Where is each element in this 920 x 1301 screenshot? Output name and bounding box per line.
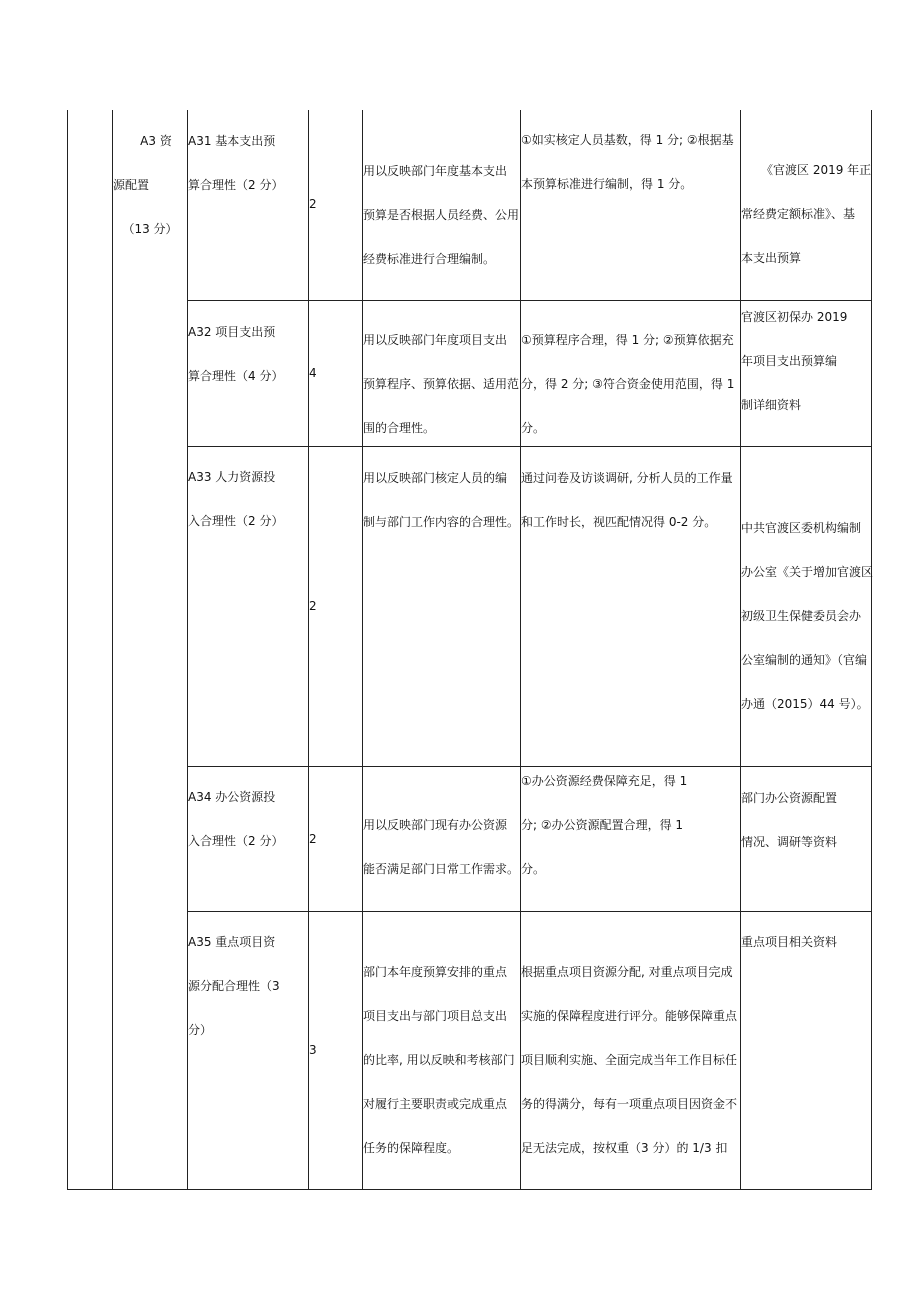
description-line: 制与部门工作内容的合理性。 xyxy=(363,515,520,529)
description-line: 的比率, 用以反映和考核部门 xyxy=(363,1053,515,1067)
criteria-line: 实施的保障程度进行评分。能够保障重点 xyxy=(521,1009,738,1023)
indicator-line: 分） xyxy=(188,1023,213,1037)
score-cell: 2 xyxy=(309,197,317,211)
score-cell: 2 xyxy=(309,599,317,613)
indicator-line: A34 办公资源投 xyxy=(188,790,276,804)
evidence-line: 年项目支出预算编 xyxy=(741,354,838,368)
indicator-line: A35 重点项目资 xyxy=(188,935,276,949)
category-line: （13 分） xyxy=(122,222,178,236)
description-line: 预算是否根据人员经费、公用 xyxy=(363,208,520,222)
description-line: 预算程序、预算依据、适用范 xyxy=(363,377,520,391)
indicator-line: A33 人力资源投 xyxy=(188,470,276,484)
evidence-line: 制详细资料 xyxy=(741,398,802,412)
indicator-line: 算合理性（4 分） xyxy=(188,369,284,383)
indicator-line: 源分配合理性（3 xyxy=(188,979,280,993)
criteria-line: 分; ②办公资源配置合理，得 1 xyxy=(521,818,684,832)
description-line: 经费标准进行合理编制。 xyxy=(363,252,496,266)
criteria-cell xyxy=(521,318,734,450)
category-line: A3 资 xyxy=(140,134,172,148)
indicator-line: 算合理性（2 分） xyxy=(188,178,284,192)
evidence-line: 常经费定额标准》、基 xyxy=(741,207,856,221)
indicator-cell xyxy=(188,310,283,398)
description-line: 能否满足部门日常工作需求。 xyxy=(363,862,520,876)
indicator-line: A32 项目支出预 xyxy=(188,325,276,339)
category-line: 源配置 xyxy=(113,178,150,192)
table-column-divider xyxy=(308,110,309,1190)
criteria-line: 分。 xyxy=(521,421,546,435)
score-cell: 4 xyxy=(309,366,317,380)
indicator-cell xyxy=(188,775,283,863)
description-cell xyxy=(363,803,519,891)
evidence-line: 公室编制的通知》（官编 xyxy=(741,653,868,667)
indicator-cell xyxy=(188,455,283,543)
criteria-line: 分。 xyxy=(521,862,546,876)
criteria-line: 务的得满分，每有一项重点项目因资金不 xyxy=(521,1097,738,1111)
table-column-divider xyxy=(112,110,113,1190)
criteria-cell xyxy=(521,759,687,891)
criteria-line: ①办公资源经费保障充足，得 1 xyxy=(521,774,688,788)
evidence-cell xyxy=(741,506,873,726)
description-cell xyxy=(363,318,519,450)
evidence-line: 重点项目相关资料 xyxy=(741,935,838,949)
description-line: 任务的保障程度。 xyxy=(363,1141,460,1155)
evidence-line: 办通（2015）44 号）。 xyxy=(741,697,869,711)
evidence-line: 本支出预算 xyxy=(741,251,802,265)
table-border-bottom xyxy=(67,1189,872,1190)
evidence-line: 部门办公资源配置 xyxy=(741,791,838,805)
description-line: 用以反映部门年度项目支出 xyxy=(363,333,508,347)
description-cell xyxy=(363,950,515,1170)
criteria-line: 项目顺利实施、全面完成当年工作目标任 xyxy=(521,1053,738,1067)
row-divider xyxy=(187,911,872,912)
description-line: 对履行主要职责或完成重点 xyxy=(363,1097,508,1111)
category-cell xyxy=(115,119,185,251)
evidence-cell xyxy=(741,148,870,280)
indicator-line: 入合理性（2 分） xyxy=(188,834,284,848)
score-cell: 2 xyxy=(309,832,317,846)
evidence-cell xyxy=(741,920,837,964)
evidence-line: 办公室《关于增加官渡区 xyxy=(741,565,874,579)
criteria-line: ①预算程序合理，得 1 分; ②预算依据充 xyxy=(521,333,734,347)
description-cell xyxy=(363,149,519,281)
criteria-line: ①如实核定人员基数，得 1 分; ②根据基 xyxy=(521,133,734,147)
evidence-line: 《官渡区 2019 年正 xyxy=(761,163,872,177)
description-line: 项目支出与部门项目总支出 xyxy=(363,1009,508,1023)
description-line: 用以反映部门现有办公资源 xyxy=(363,818,508,832)
description-cell xyxy=(363,456,519,544)
criteria-line: 和工作时长，视匹配情况得 0-2 分。 xyxy=(521,515,717,529)
criteria-cell xyxy=(521,950,737,1170)
description-line: 用以反映部门核定人员的编 xyxy=(363,471,508,485)
description-line: 部门本年度预算安排的重点 xyxy=(363,965,508,979)
evidence-cell xyxy=(741,776,837,864)
criteria-line: 通过问卷及访谈调研, 分析人员的工作量 xyxy=(521,471,733,485)
description-line: 用以反映部门年度基本支出 xyxy=(363,164,508,178)
evidence-cell xyxy=(741,295,847,427)
evidence-line: 情况、调研等资料 xyxy=(741,835,838,849)
description-line: 围的合理性。 xyxy=(363,421,436,435)
indicator-cell xyxy=(188,119,283,207)
criteria-line: 分，得 2 分; ③符合资金使用范围，得 1 xyxy=(521,377,735,391)
evidence-line: 中共官渡区委机构编制 xyxy=(741,521,862,535)
criteria-line: 本预算标准进行编制，得 1 分。 xyxy=(521,177,693,191)
criteria-line: 根据重点项目资源分配, 对重点项目完成 xyxy=(521,965,733,979)
indicator-line: 入合理性（2 分） xyxy=(188,514,284,528)
criteria-cell xyxy=(521,456,733,544)
evidence-line: 初级卫生保健委员会办 xyxy=(741,609,862,623)
table-border-left xyxy=(67,110,68,1190)
indicator-line: A31 基本支出预 xyxy=(188,134,276,148)
criteria-cell xyxy=(521,118,734,206)
score-cell: 3 xyxy=(309,1043,317,1057)
indicator-cell xyxy=(188,920,280,1052)
evidence-line: 官渡区初保办 2019 xyxy=(741,310,848,324)
criteria-line: 足无法完成，按权重（3 分）的 1/3 扣 xyxy=(521,1141,728,1155)
